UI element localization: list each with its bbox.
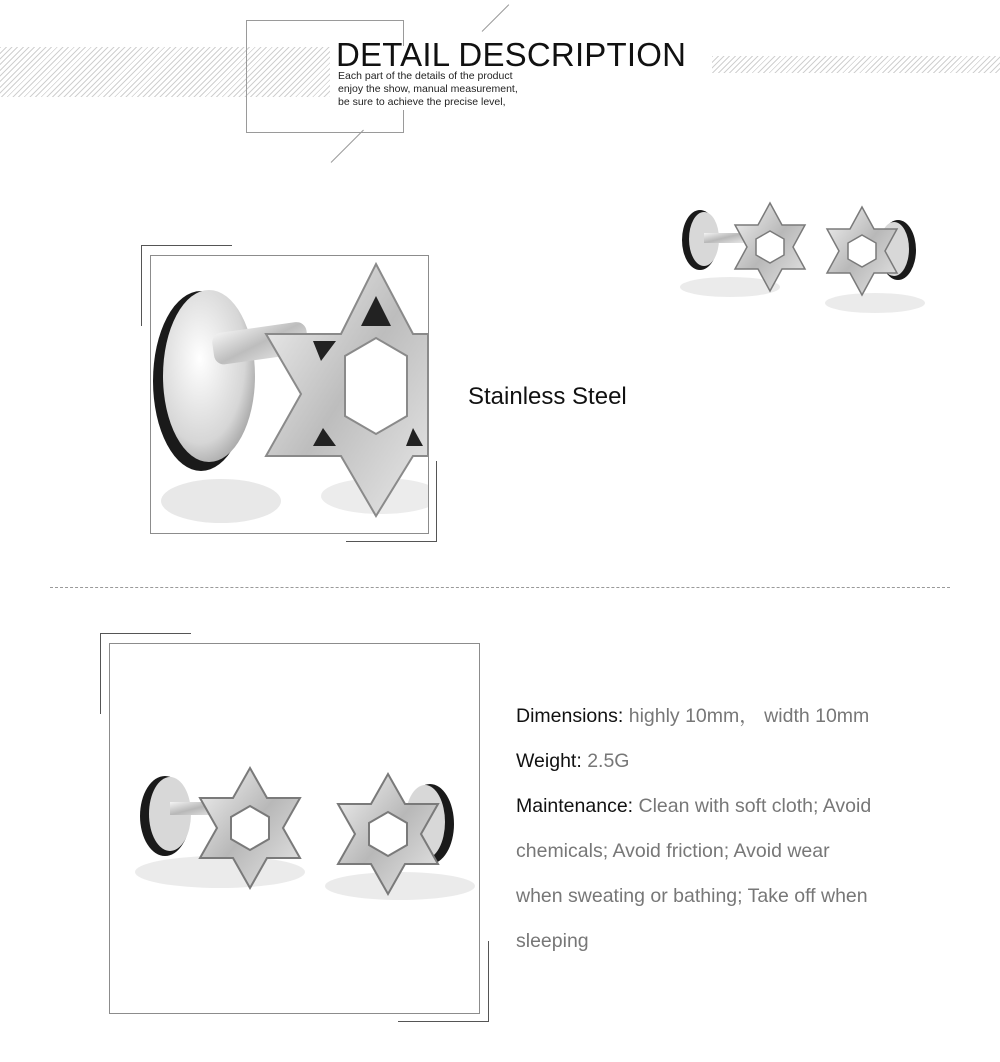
product-closeup-photo	[150, 255, 429, 534]
maintenance-line-3-row	[516, 874, 868, 919]
header-frame-right-bottom	[403, 110, 404, 133]
spec-dimensions	[516, 694, 869, 739]
header-subtitle-line-1: Each part of the details of the product	[338, 70, 513, 82]
pair-bracket-right	[488, 941, 489, 1022]
maintenance-line-4: sleeping	[516, 930, 589, 952]
material-label: Stainless Steel	[468, 383, 627, 410]
maintenance-label: Maintenance:	[516, 795, 634, 817]
dimensions-label: Dimensions:	[516, 705, 624, 727]
header-hatch-right	[712, 56, 1000, 73]
closeup-bracket-right	[436, 461, 437, 542]
closeup-bracket-left	[141, 245, 142, 326]
product-pair-photo	[109, 643, 480, 1014]
maintenance-line-2: chemicals; Avoid friction; Avoid wear	[516, 840, 830, 862]
header-hatch-left	[0, 47, 330, 97]
maintenance-line-4-row	[516, 919, 589, 964]
earring-pair-thumbnail	[670, 195, 930, 325]
spec-weight	[516, 739, 629, 784]
section-separator	[50, 587, 950, 588]
pair-bracket-left	[100, 633, 101, 714]
header-subtitle-line-3: be sure to achieve the precise level,	[338, 96, 506, 108]
weight-label: Weight:	[516, 750, 582, 772]
header-diagonal-bottom	[331, 130, 364, 163]
header-frame-top	[246, 20, 404, 21]
header-diagonal-top	[482, 4, 510, 32]
maintenance-line-1: Clean with soft cloth; Avoid	[638, 795, 872, 817]
closeup-bracket-bottom	[346, 541, 437, 542]
earring-pair-small-illustration	[670, 195, 930, 325]
maintenance-line-2-row	[516, 829, 830, 874]
earring-pair-large-illustration	[110, 644, 479, 1013]
maintenance-line-3: when sweating or bathing; Take off when	[516, 885, 868, 907]
header-subtitle-line-2: enjoy the show, manual measurement,	[338, 83, 518, 95]
pair-bracket-top	[100, 633, 191, 634]
closeup-bracket-top	[141, 245, 232, 246]
header-frame-bottom	[246, 132, 404, 133]
closeup-earring-illustration	[151, 256, 428, 533]
dimensions-value: highly 10mm， width 10mm	[628, 705, 870, 727]
page-title: DETAIL DESCRIPTION	[336, 36, 687, 73]
weight-value: 2.5G	[587, 750, 630, 772]
spec-maintenance	[516, 784, 871, 829]
pair-bracket-bottom	[398, 1021, 489, 1022]
header-frame-left	[246, 20, 247, 133]
